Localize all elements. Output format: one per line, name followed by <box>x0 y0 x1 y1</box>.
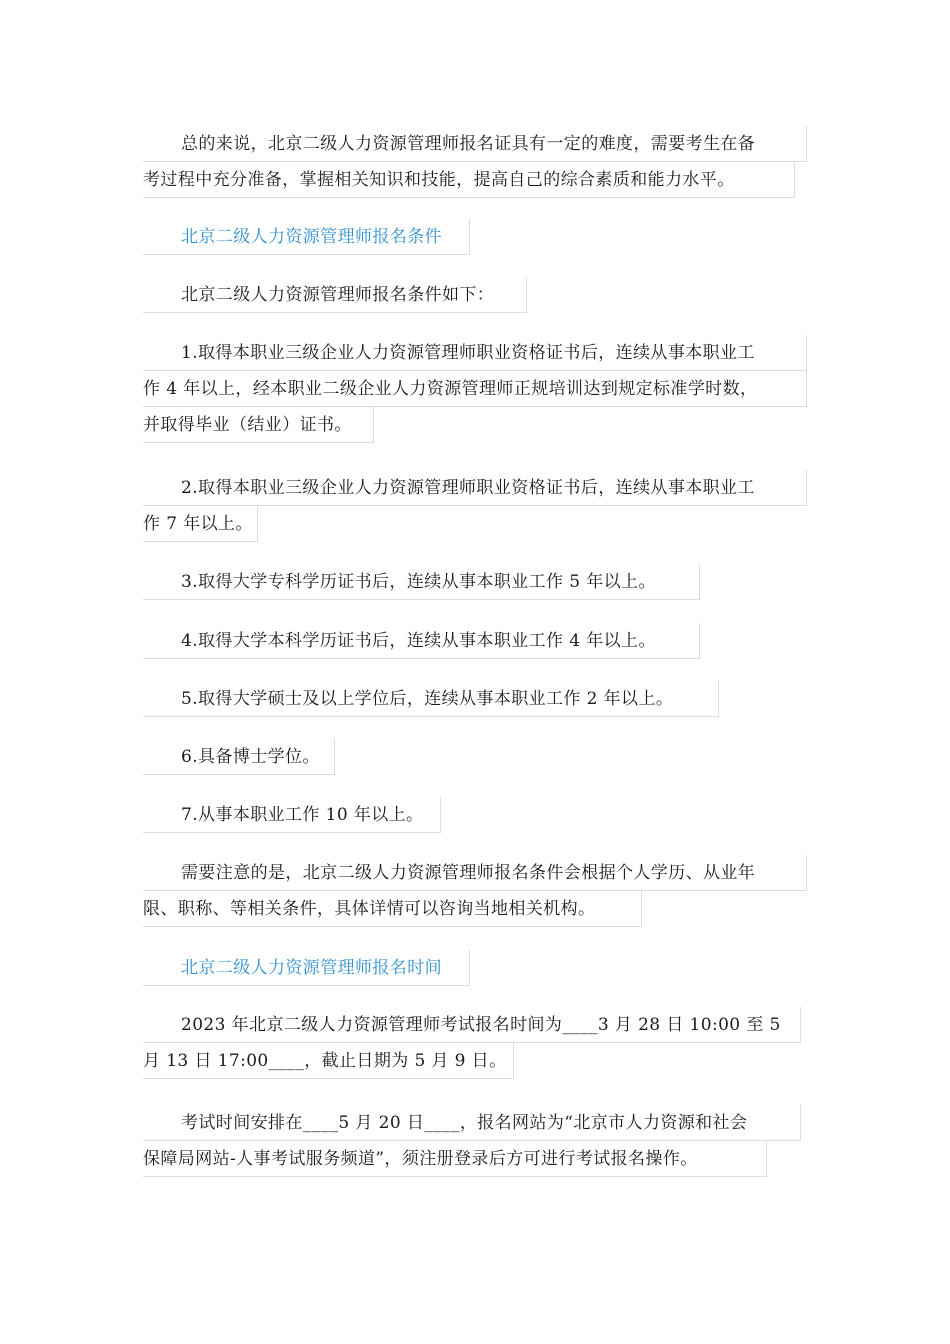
exam-time-paragraph <box>143 1105 807 1177</box>
paragraph-line: 月 13 日 17:00____，截止日期为 5 月 9 日。 <box>143 1043 514 1079</box>
condition-item-4 <box>143 623 807 659</box>
condition-item-3 <box>143 564 807 600</box>
paragraph-line: 7.从事本职业工作 10 年以上。 <box>143 797 441 833</box>
paragraph-line: 2.取得本职业三级企业人力资源管理师职业资格证书后，连续从事本职业工 <box>143 470 807 506</box>
paragraph-line: 作 4 年以上，经本职业二级企业人力资源管理师正规培训达到规定标准学时数， <box>143 371 807 407</box>
paragraph-line: 保障局网站-人事考试服务频道”，须注册登录后方可进行考试报名操作。 <box>143 1141 767 1177</box>
paragraph-line: 5.取得大学硕士及以上学位后，连续从事本职业工作 2 年以上。 <box>143 681 719 717</box>
registration-time-paragraph <box>143 1007 807 1079</box>
paragraph-line: 限、职称、等相关条件，具体详情可以咨询当地相关机构。 <box>143 891 642 927</box>
paragraph-line: 北京二级人力资源管理师报名条件如下： <box>143 277 527 313</box>
paragraph-line: 需要注意的是，北京二级人力资源管理师报名条件会根据个人学历、从业年 <box>143 855 807 891</box>
condition-item-2 <box>143 470 807 542</box>
section-heading-conditions <box>143 219 807 255</box>
paragraph-line: 1.取得本职业三级企业人力资源管理师职业资格证书后，连续从事本职业工 <box>143 335 807 371</box>
condition-item-7 <box>143 797 807 833</box>
section-heading-text: 北京二级人力资源管理师报名时间 <box>143 950 470 986</box>
summary-paragraph <box>143 126 807 198</box>
paragraph-line: 6.具备博士学位。 <box>143 739 335 775</box>
section-heading-registration-time <box>143 950 807 986</box>
condition-item-1 <box>143 335 807 443</box>
conditions-note-paragraph <box>143 855 807 927</box>
paragraph-line: 4.取得大学本科学历证书后，连续从事本职业工作 4 年以上。 <box>143 623 700 659</box>
paragraph-line: 总的来说，北京二级人力资源管理师报名证具有一定的难度，需要考生在备 <box>143 126 807 162</box>
paragraph-line: 考过程中充分准备，掌握相关知识和技能，提高自己的综合素质和能力水平。 <box>143 162 795 198</box>
paragraph-line: 考试时间安排在____5 月 20 日____，报名网站为“北京市人力资源和社会 <box>143 1105 801 1141</box>
condition-item-6 <box>143 739 807 775</box>
paragraph-line: 并取得毕业（结业）证书。 <box>143 407 374 443</box>
paragraph-line: 作 7 年以上。 <box>143 506 258 542</box>
condition-item-5 <box>143 681 807 717</box>
paragraph-line: 3.取得大学专科学历证书后，连续从事本职业工作 5 年以上。 <box>143 564 700 600</box>
section-heading-text: 北京二级人力资源管理师报名条件 <box>143 219 470 255</box>
paragraph-line: 2023 年北京二级人力资源管理师考试报名时间为____3 月 28 日 10:00 至 5 <box>143 1007 801 1043</box>
conditions-lead-paragraph <box>143 277 807 313</box>
